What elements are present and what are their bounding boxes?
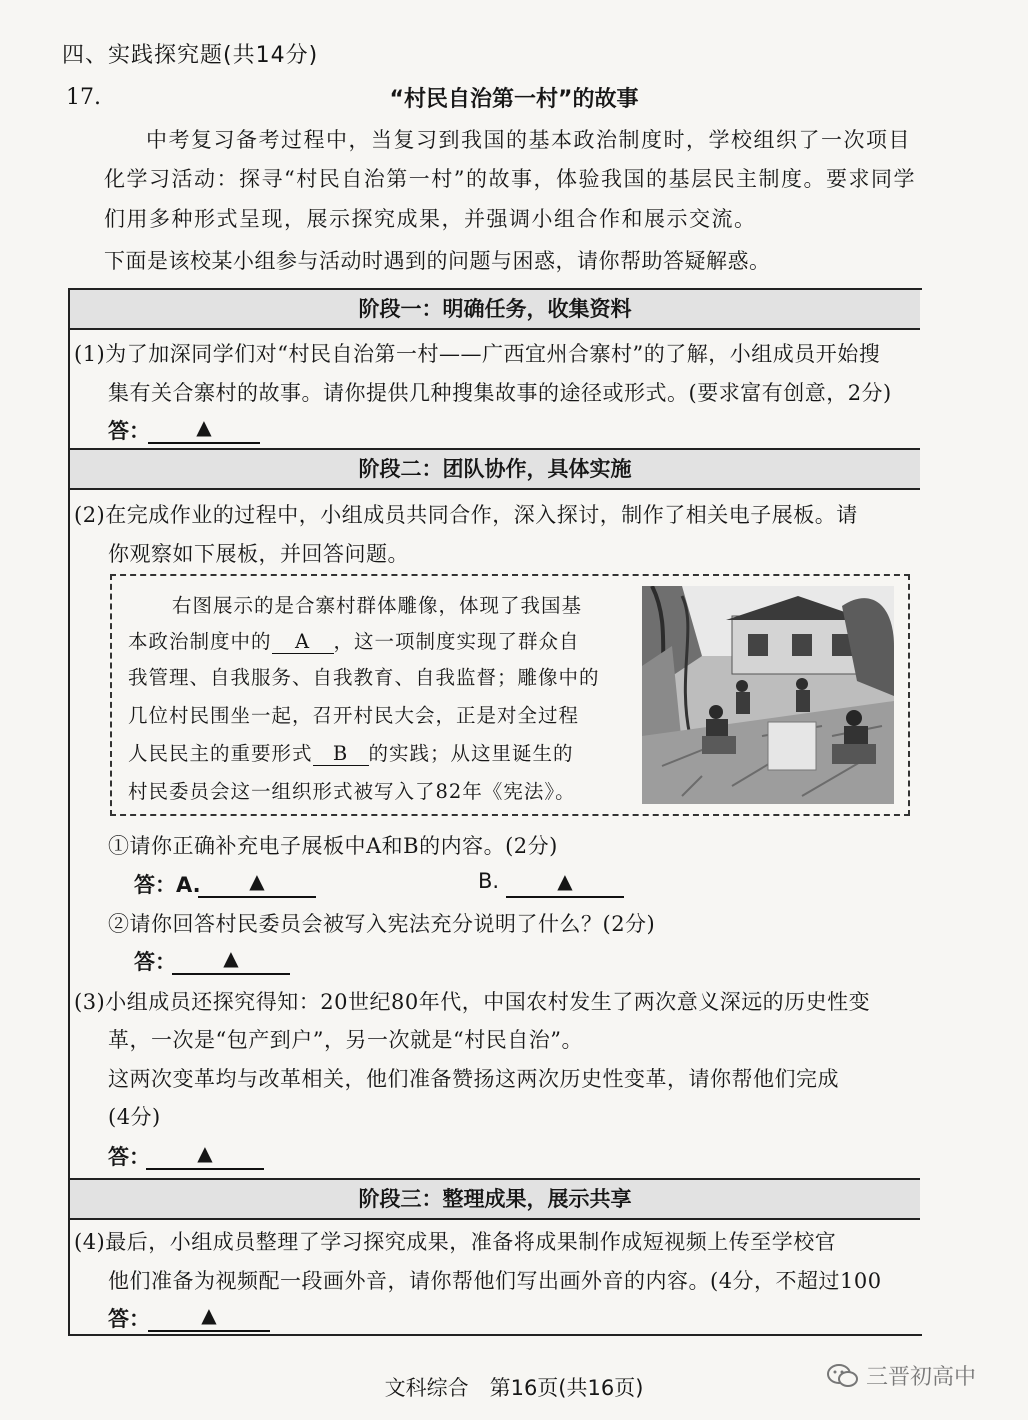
panel-line-3: 我管理、自我服务、自我教育、自我监督；雕像中的 xyxy=(128,666,600,689)
intro-line-2: 化学习活动：探寻“村民自治第一村”的故事，体验我国的基层民主制度。要求同学 xyxy=(104,167,916,191)
q2-sub2-answer-label: 答： xyxy=(134,950,176,974)
panel-line-2 xyxy=(128,626,580,654)
blank-a[interactable]: A xyxy=(272,630,334,654)
q4-line-1: (4)最后，小组成员整理了学习探究成果，准备将成果制作成短视频上传至学校官 xyxy=(74,1230,837,1254)
q2-sub2-answer-field[interactable]: ▲ xyxy=(172,943,290,975)
q2-sub2: ②请你回答村民委员会被写入宪法充分说明了什么？(2分) xyxy=(108,912,656,936)
question-title: “村民自治第一村”的故事 xyxy=(389,87,639,112)
stage-3-header: 阶段三：整理成果，展示共享 xyxy=(70,1178,920,1220)
page-footer: 文科综合 第16页(共16页) xyxy=(384,1376,644,1400)
section-title: 四、实践探究题(共14分) xyxy=(62,43,319,68)
q3-line-2: 革，一次是“包产到户”，另一次就是“村民自治”。 xyxy=(108,1028,583,1052)
q2-sub1-answer-a-field[interactable]: ▲ xyxy=(198,866,316,898)
intro-line-4: 下面是该校某小组参与活动时遇到的问题与困惑，请你帮助答疑解惑。 xyxy=(104,249,771,273)
panel-line-5-end: 的实践；从这里诞生的 xyxy=(368,742,574,765)
q1-line-1: (1)为了加深同学们对“村民自治第一村——广西宜州合寨村”的了解，小组成员开始搜 xyxy=(74,342,881,366)
q2-sub1-answer-b-field[interactable]: ▲ xyxy=(506,866,624,898)
q2-sub1: ①请你正确补充电子展板中A和B的内容。(2分) xyxy=(108,834,558,858)
panel-line-2-start: 本政治制度中的 xyxy=(128,630,272,653)
sculpture-photo xyxy=(642,586,894,804)
q2-line-1: (2)在完成作业的过程中，小组成员共同合作，深入探讨，制作了相关电子展板。请 xyxy=(74,503,858,527)
q3-answer-label: 答： xyxy=(108,1145,150,1169)
q4-line-2: 他们准备为视频配一段画外音，请你帮他们写出画外音的内容。(4分，不超过100 xyxy=(108,1269,882,1293)
panel-line-4: 几位村民围坐一起，召开村民大会，正是对全过程 xyxy=(128,704,580,727)
stage-2-header: 阶段二：团队协作，具体实施 xyxy=(70,448,920,490)
q3-line-1: (3)小组成员还探究得知：20世纪80年代，中国农村发生了两次意义深远的历史性变 xyxy=(74,990,871,1014)
q2-line-2: 你观察如下展板，并回答问题。 xyxy=(108,542,409,566)
intro-line-3: 们用多种形式呈现，展示探究成果，并强调小组合作和展示交流。 xyxy=(104,207,757,231)
panel-line-5 xyxy=(128,738,574,766)
q2-sub1-answer-a-label: 答：A. xyxy=(134,873,201,897)
stage-1-header: 阶段一：明确任务，收集资料 xyxy=(70,288,920,330)
wechat-icon xyxy=(826,1362,860,1394)
q3-line-4: (4分) xyxy=(108,1105,161,1129)
panel-line-1: 右图展示的是合寨村群体雕像，体现了我国基 xyxy=(172,594,583,617)
q4-answer-field[interactable]: ▲ xyxy=(148,1300,270,1332)
question-number: 17. xyxy=(66,85,101,110)
q3-line-3: 这两次变革均与改革相关，他们准备赞扬这两次历史性变革，请你帮他们完成 xyxy=(108,1067,839,1091)
q1-answer-label: 答： xyxy=(108,419,150,443)
q3-answer-field[interactable]: ▲ xyxy=(146,1138,264,1170)
panel-line-6: 村民委员会这一组织形式被写入了82年《宪法》。 xyxy=(128,780,576,803)
panel-line-2-end: ，这一项制度实现了群众自 xyxy=(333,630,580,653)
q4-answer-label: 答： xyxy=(108,1307,150,1331)
panel-line-5-start: 人民民主的重要形式 xyxy=(128,742,313,765)
q1-answer-field[interactable]: ▲ xyxy=(148,412,260,444)
q1-line-2: 集有关合寨村的故事。请你提供几种搜集故事的途径或形式。(要求富有创意，2分) xyxy=(108,381,892,405)
blank-b[interactable]: B xyxy=(313,742,369,766)
watermark-text: 三晋初高中 xyxy=(866,1365,977,1390)
q2-sub1-answer-b-label: B. xyxy=(478,869,500,893)
intro-line-1: 中考复习备考过程中，当复习到我国的基本政治制度时，学校组织了一次项目 xyxy=(146,128,911,152)
